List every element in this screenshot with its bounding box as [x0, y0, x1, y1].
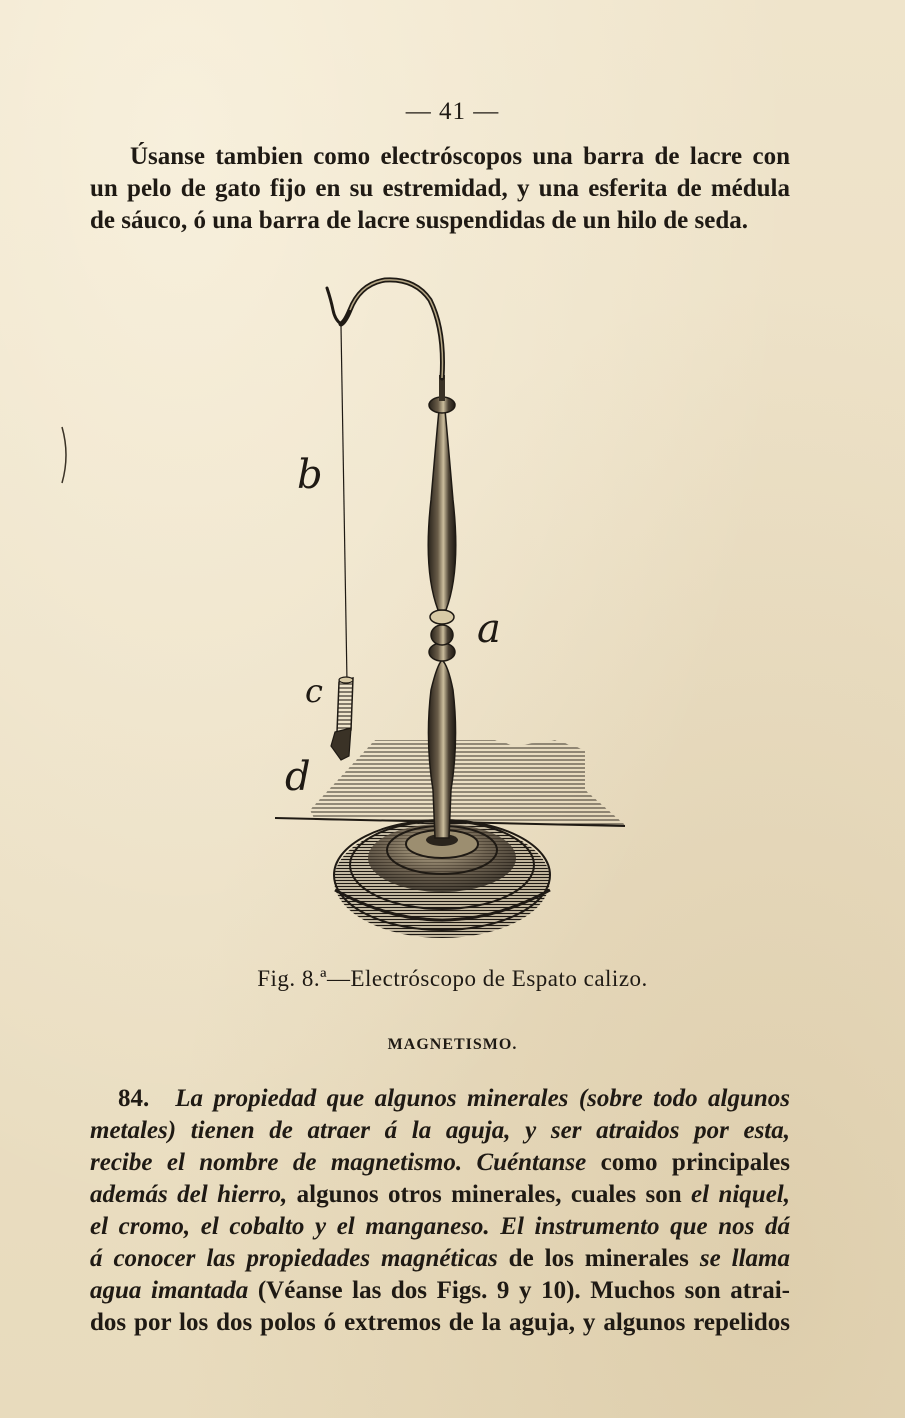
paragraph-line	[90, 1115, 790, 1147]
paragraph-magnetism	[90, 1083, 790, 1339]
roman-text: algunos otros minerales, cuales son	[287, 1181, 692, 1208]
margin-pencil-mark	[58, 425, 72, 485]
italic-text: el niquel,	[691, 1181, 790, 1208]
suspension-hook	[327, 280, 443, 378]
paragraph-line	[90, 1147, 790, 1179]
paragraph-line	[90, 1275, 790, 1307]
paragraph-line	[90, 1179, 790, 1211]
paragraph-line	[90, 1243, 790, 1275]
italic-text: se llama	[699, 1245, 790, 1272]
paragraph-line	[90, 1211, 790, 1243]
paragraph-line: un pelo de gato fijo en su estremidad, y una esferita de médula	[90, 175, 790, 202]
calcite-crystal	[331, 677, 353, 760]
figure-caption: Fig. 8.ª—Electróscopo de Espato calizo.	[257, 966, 648, 991]
silk-thread	[341, 326, 347, 682]
paragraph-line: dos por los dos polos ó extremos de la aguja, y algunos repelidos	[90, 1309, 790, 1336]
figure-label-a: a	[477, 606, 501, 652]
figure-label-d: d	[285, 754, 311, 800]
roman-text: de los minerales	[497, 1245, 700, 1272]
paragraph-line: de sáuco, ó una barra de lacre suspendidas de un hilo de seda.	[90, 207, 748, 234]
figure-label-b: b	[297, 452, 323, 498]
italic-text: recibe el nombre de magnetismo. Cuéntanse	[90, 1149, 587, 1176]
electroscope-illustration	[255, 270, 655, 960]
italic-text: á conocer las propiedades magnéticas	[90, 1245, 498, 1272]
italic-text: además del hierro,	[90, 1181, 288, 1208]
paragraph-line: Úsanse tambien como electróscopos una barra de lacre con	[130, 143, 790, 170]
roman-text: como principales	[586, 1149, 790, 1176]
roman-text: (Véanse las dos Figs. 9 y 10). Muchos son atrai-	[248, 1277, 790, 1304]
paragraph-number: 84.	[118, 1085, 150, 1112]
paragraph-electroscopes	[90, 141, 790, 237]
section-title: MAGNETISMO.	[387, 1036, 518, 1053]
italic-text: metales) tienen de atraer á la aguja, y ser atraidos por esta,	[90, 1117, 790, 1144]
italic-text: agua imantada	[90, 1277, 249, 1304]
italic-text: La propiedad que algunos minerales (sobre todo algunos	[175, 1085, 790, 1112]
italic-text: el cromo, el cobalto y el manganeso. El instrumento que nos dá	[90, 1213, 790, 1240]
page-number: — 41 —	[405, 98, 500, 125]
paragraph-line	[90, 1083, 790, 1115]
electroscope-stem	[428, 375, 456, 838]
figure-label-c: c	[305, 672, 323, 710]
